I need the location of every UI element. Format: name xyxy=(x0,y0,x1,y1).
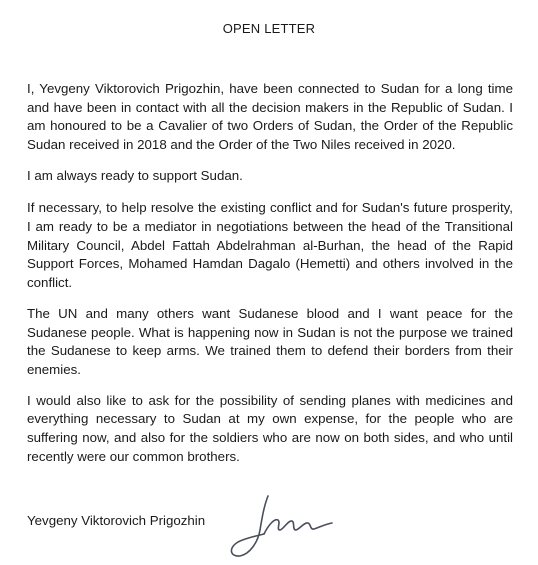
paragraph-mediator-offer: If necessary, to help resolve the existing conflict and for Sudan's future prosperity, I am ready to be a mediator in negotiations between the head of the Transitional Military Council, Abdel Fattah Abdelrahman al-Burhan, the head of the Rapid Support Forces, Mohamed Hamdan Dagalo (Hemetti) and others involved in the conflict. xyxy=(27,200,513,290)
paragraph-support: I am always ready to support Sudan. xyxy=(27,167,243,183)
signer-name: Yevgeny Viktorovich Prigozhin xyxy=(27,513,206,528)
paragraph-aid-request: I would also like to ask for the possibility of sending planes with medicines and everything necessary to Sudan at my own expense, for the people who are suffering now, and also for the soldiers who are now on both sides, and who until recently were our common brothers. xyxy=(27,392,513,464)
handwritten-signature xyxy=(224,490,336,560)
paragraph-peace: The UN and many others want Sudanese blood and I want peace for the Sudanese people. What is happening now in Sudan is not the purpose we trained the Sudanese to keep arms. We trained them to defend their borders from their enemies. xyxy=(27,305,513,377)
letter-body xyxy=(27,80,513,479)
paragraph-introduction: I, Yevgeny Viktorovich Prigozhin, have been connected to Sudan for a long time and have been in contact with all the decision makers in the Republic of Sudan. I am honoured to be a Cavalier of two Orders of Sudan, the Order of the Republic Sudan received in 2018 and the Order of the Two Niles received in 2020. xyxy=(27,81,513,152)
letter-title: OPEN LETTER xyxy=(222,21,316,36)
